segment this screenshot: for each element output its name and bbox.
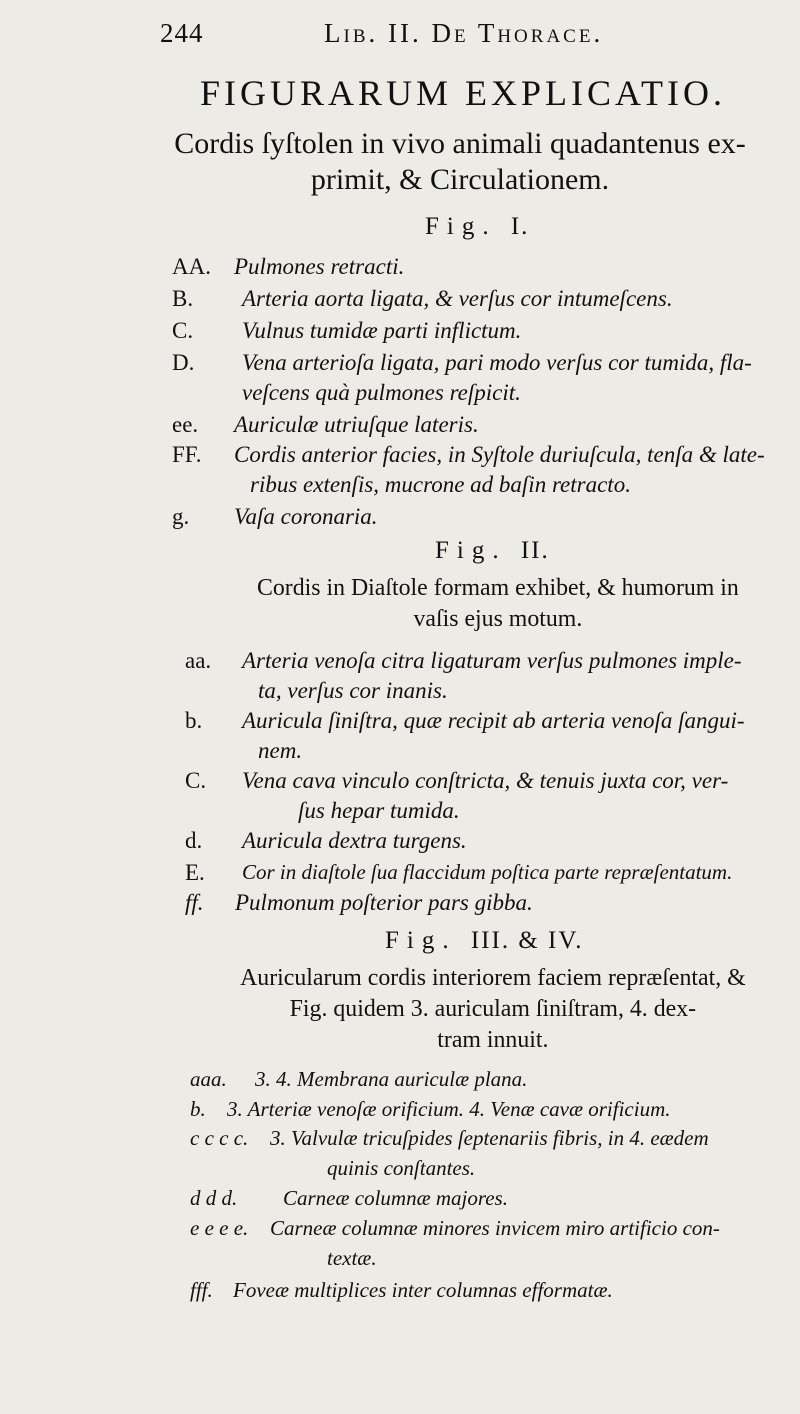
- item-text: Cordis anterior facies, in Syſtole duriuſcula, tenſa & late-: [234, 442, 765, 467]
- item-label: g.: [172, 504, 190, 529]
- item-text-continuation: nem.: [258, 738, 303, 763]
- fig-3-heading: [385, 927, 583, 955]
- item-text: 3. Valvulæ tricuſpides ſeptenariis fibris, in 4. eædem: [270, 1126, 709, 1150]
- item-label: b.: [190, 1097, 206, 1121]
- item-label: AA.: [172, 254, 211, 279]
- subtitle-line-2: primit, & Circulationem.: [310, 163, 610, 196]
- fig-2-heading-word: Fig.: [435, 537, 507, 564]
- item-label: d d d.: [190, 1186, 238, 1210]
- fig-2-caption-line-1: Cordis in Diaſtole formam exhibet, & humorum in: [256, 575, 739, 601]
- item-text-continuation: quinis conſtantes.: [327, 1156, 476, 1180]
- item-text: Auricula dextra turgens.: [242, 828, 467, 853]
- fig-1-heading: [425, 213, 529, 241]
- item-text: Vaſa coronaria.: [234, 504, 378, 529]
- page-number: 244: [160, 18, 204, 48]
- item-label: C.: [172, 318, 194, 343]
- item-label: fff.: [190, 1278, 213, 1302]
- item-label: e e e e.: [190, 1216, 249, 1240]
- item-text-continuation: veſcens quà pulmones reſpicit.: [242, 380, 521, 405]
- fig-3-heading-word: Fig.: [385, 927, 457, 954]
- item-label: B.: [172, 286, 194, 311]
- fig-2-heading: [435, 537, 550, 565]
- item-label: FF.: [172, 442, 202, 467]
- fig-3-caption-line-3: tram innuit.: [437, 1027, 549, 1053]
- item-text: Vena arterioſa ligata, pari modo verſus cor tumida, fla-: [242, 350, 752, 375]
- item-label: ff.: [185, 890, 204, 915]
- fig-2-caption-line-2: vaſis ejus motum.: [413, 606, 583, 632]
- item-text-continuation: ſus hepar tumida.: [298, 798, 460, 823]
- fig-2-heading-num: II.: [520, 537, 550, 564]
- fig-3-heading-num: III. & IV.: [470, 927, 584, 954]
- item-text: Pulmones retracti.: [234, 254, 405, 279]
- item-text: Foveæ multiplices inter columnas efformatæ.: [233, 1278, 613, 1302]
- subtitle-line-1: Cordis ſyſtolen in vivo animali quadantenus ex-: [174, 127, 746, 160]
- item-text: Vulnus tumidæ parti inflictum.: [242, 318, 522, 343]
- item-text: Auricula ſiniſtra, quæ recipit ab arteria venoſa ſangui-: [242, 708, 745, 733]
- fig-1-heading-word: Fig.: [425, 213, 497, 240]
- item-text: Auriculæ utriuſque lateris.: [234, 412, 479, 437]
- item-label: aaa.: [190, 1067, 227, 1091]
- item-text: Arteria venoſa citra ligaturam verſus pulmones imple-: [242, 648, 742, 673]
- item-label: d.: [185, 828, 203, 853]
- item-text: Carneæ columnæ minores invicem miro artificio con-: [270, 1216, 720, 1240]
- fig-3-caption-line-2: Fig. quidem 3. auriculam ſiniſtram, 4. dex-: [289, 996, 697, 1022]
- item-text-continuation: textæ.: [327, 1246, 377, 1270]
- item-text-continuation: ta, verſus cor inanis.: [258, 678, 448, 703]
- fig-1-heading-num: I.: [510, 213, 530, 240]
- item-label: ee.: [172, 412, 199, 437]
- item-text: Vena cava vinculo conſtricta, & tenuis juxta cor, ver-: [242, 768, 729, 793]
- item-text: 3. 4. Membrana auriculæ plana.: [255, 1067, 528, 1091]
- item-text: 3. Arteriæ venoſæ orificium. 4. Venæ cavæ orificium.: [227, 1097, 671, 1121]
- item-text: Cor in diaſtole ſua flaccidum poſtica parte repræſentatum.: [242, 860, 733, 884]
- item-text: Pulmonum poſterior pars gibba.: [235, 890, 533, 915]
- item-text-continuation: ribus extenſis, mucrone ad baſin retracto.: [250, 472, 631, 497]
- item-text: Arteria aorta ligata, & verſus cor intumeſcens.: [242, 286, 673, 311]
- item-label: D.: [172, 350, 195, 375]
- running-title: Lib. II. De Thorace.: [324, 18, 604, 48]
- fig-3-caption-line-1: Auricularum cordis interiorem faciem repræſentat, &: [240, 965, 746, 991]
- item-label: C.: [185, 768, 207, 793]
- item-label: b.: [185, 708, 203, 733]
- page-title: FIGURARUM EXPLICATIO.: [200, 73, 727, 113]
- item-label: aa.: [185, 648, 212, 673]
- item-label: E.: [185, 860, 205, 885]
- item-text: Carneæ columnæ majores.: [283, 1186, 508, 1210]
- item-label: c c c c.: [190, 1126, 249, 1150]
- page-header: [160, 18, 770, 58]
